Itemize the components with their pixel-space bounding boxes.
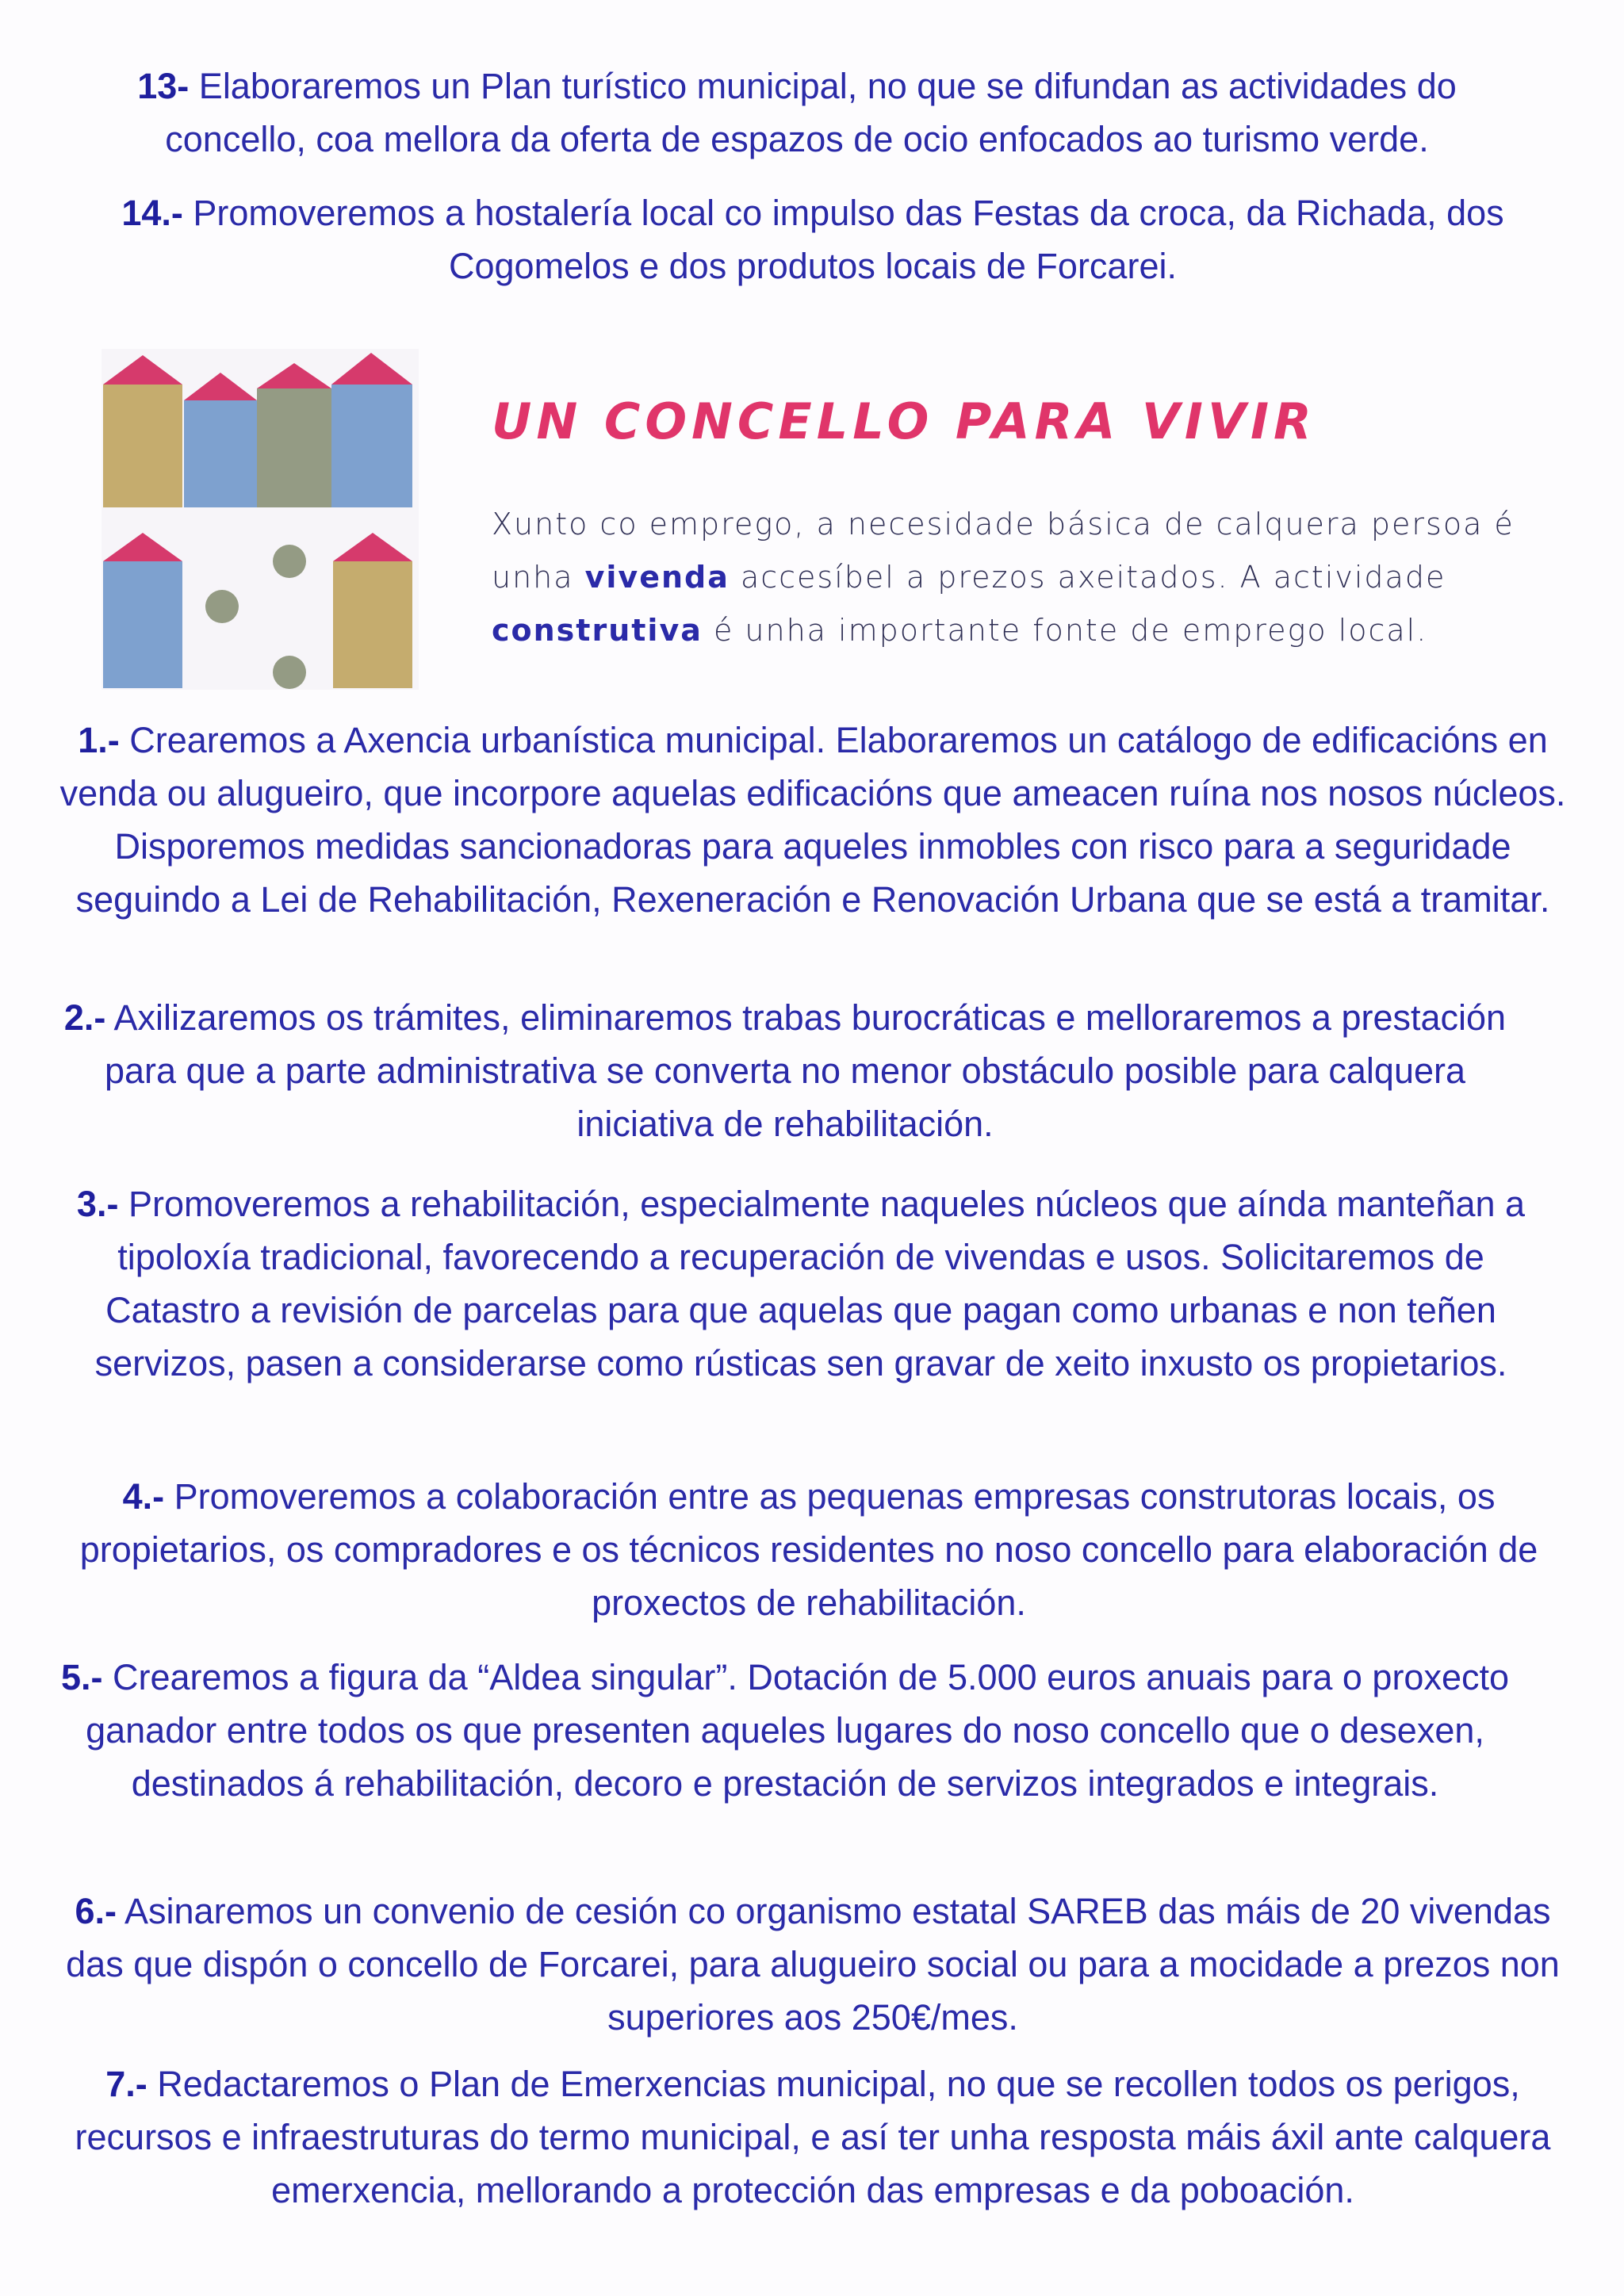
item-text: Promoveremos a colaboración entre as pequenas empresas construtoras locais, os propietarios, os compradores e os técnicos residentes no noso concello para elaboración de proxectos de rehabilitación. [79,1476,1538,1623]
item-number: 5.- [60,1657,103,1697]
item-text: Crearemos a figura da “Aldea singular”. Dotación de 5.000 euros anuais para o proxecto ganador entre todos os que presenten aqueles lugares do noso concello que o desexen, destinados á rehabilitación, decoro e prestación de servizos integrados e integrais. [86,1657,1510,1804]
section-intro [492,498,1578,657]
item-7 [44,2057,1582,2217]
item-3 [48,1177,1554,1390]
item-number: 6.- [75,1891,117,1931]
item-text: Axilizaremos os trámites, eliminaremos trabas burocráticas e melloraremos a prestación para que a parte administrativa se converta no menor obstáculo posible para calquera iniciativa de rehabilitación. [104,997,1507,1144]
intro-bold: construtiva [492,613,703,648]
item-number: 1.- [78,720,120,760]
intro-text: Xunto co emprego, a necesidade básica de calquera persoa é unha [492,507,1515,595]
item-text: Crearemos a Axencia urbanística municipal. Elaboraremos un catálogo de edificacións en venda ou alugueiro, que incorpore aquelas edificacións que ameacen ruína nos nosos núcleos. Disporemos medidas sancionadoras para aqueles inmobles con risco para a seguridade seguindo a Lei de Rehabilitación, Rexeneración e Renovación Urbana que se está a tramitar. [59,720,1566,920]
intro-text: accesíbel a prezos axeitados. A actividade [729,560,1446,595]
intro-bold: vivenda [584,560,730,595]
item-text: Promoveremos a hostalería local co impulso das Festas da croca, da Richada, dos Cogomelos e dos produtos locais de Forcarei. [182,193,1504,286]
item-13 [63,59,1530,166]
item-number: 2.- [63,997,106,1038]
item-5 [40,1651,1530,1810]
item-6 [44,1885,1582,2044]
item-1 [44,714,1582,926]
houses-illustration [102,349,419,690]
item-text: Promoveremos a rehabilitación, especialmente naqueles núcleos que aínda manteñan a tipoloxía tradicional, favorecendo a recuperación de vivendas e usos. Solicitaremos de Catastro a revisión de parcelas para que aquelas que pagan como urbanas e non teñen servizos, pasen a considerarse como rústicas sen gravar de xeito inxusto os propietarios. [94,1184,1526,1383]
item-text: Redactaremos o Plan de Emerxencias municipal, no que se recollen todos os perigos, recursos e infraestruturas do termo municipal, e así ter unha resposta máis áxil ante calquera emerxencia, mellorando a protección das empresas e da poboación. [75,2064,1551,2210]
item-number: 4.- [122,1476,165,1517]
item-2 [40,991,1530,1150]
item-4 [56,1470,1562,1629]
item-text: Elaboraremos un Plan turístico municipal, no que se difundan as actividades do concello, coa mellora da oferta de espazos de ocio enfocados ao turismo verde. [165,66,1457,159]
item-number: 13- [137,66,190,106]
item-text: Asinaremos un convenio de cesión co organismo estatal SAREB das máis de 20 vivendas das que dispón o concello de Forcarei, para alugueiro social ou para a mocidade a prezos non superiores aos 250€/mes. [66,1891,1560,2038]
item-number: 14.- [121,193,183,233]
item-14 [63,186,1562,293]
item-number: 7.- [105,2064,147,2104]
section-title: UN CONCELLO PARA VIVIR [492,392,1316,450]
intro-text: é unha importante fonte de emprego local. [702,613,1428,648]
item-number: 3.- [76,1184,119,1224]
